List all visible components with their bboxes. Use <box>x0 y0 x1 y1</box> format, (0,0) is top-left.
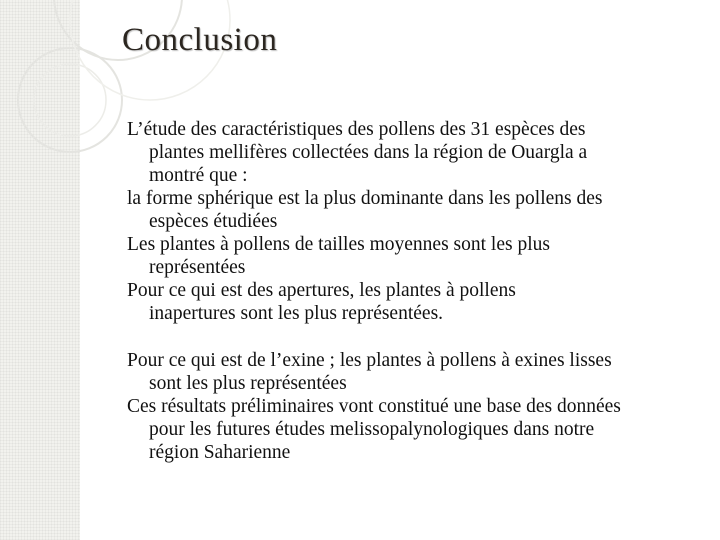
paragraph-line: sont les plus représentées <box>149 373 347 394</box>
paragraph-group-1 <box>127 118 697 325</box>
slide-body <box>127 118 697 464</box>
paragraph-line: Ces résultats préliminaires vont constitué une base des données <box>127 396 621 417</box>
paragraph-line: Pour ce qui est des apertures, les plantes à pollens <box>127 280 516 301</box>
paragraph-size <box>127 233 697 279</box>
paragraph-shape <box>127 187 697 233</box>
paragraph-line: la forme sphérique est la plus dominante dans les pollens des <box>127 188 603 209</box>
paragraph-line: Pour ce qui est de l’exine ; les plantes à pollens à exines lisses <box>127 350 612 371</box>
paragraph-results <box>127 395 697 464</box>
slide-title: Conclusion <box>122 22 278 58</box>
paragraph-line: plantes mellifères collectées dans la région de Ouargla a <box>149 142 588 163</box>
paragraph-apertures <box>127 279 697 325</box>
paragraph-line: région Saharienne <box>149 442 291 463</box>
paragraph-line: espèces étudiées <box>149 211 278 232</box>
paragraph-group-2 <box>127 349 697 464</box>
paragraph-line: L’étude des caractéristiques des pollens des 31 espèces des <box>127 119 586 140</box>
paragraph-line: montré que : <box>149 165 248 186</box>
paragraph-line: représentées <box>149 257 246 278</box>
paragraph-study <box>127 118 697 187</box>
paragraph-line: pour les futures études melissopalynologiques dans notre <box>149 419 595 440</box>
paragraph-line: inapertures sont les plus représentées. <box>149 303 444 324</box>
paragraph-line: Les plantes à pollens de tailles moyennes sont les plus <box>127 234 550 255</box>
paragraph-exine <box>127 349 697 395</box>
paragraph-spacer <box>127 325 697 349</box>
